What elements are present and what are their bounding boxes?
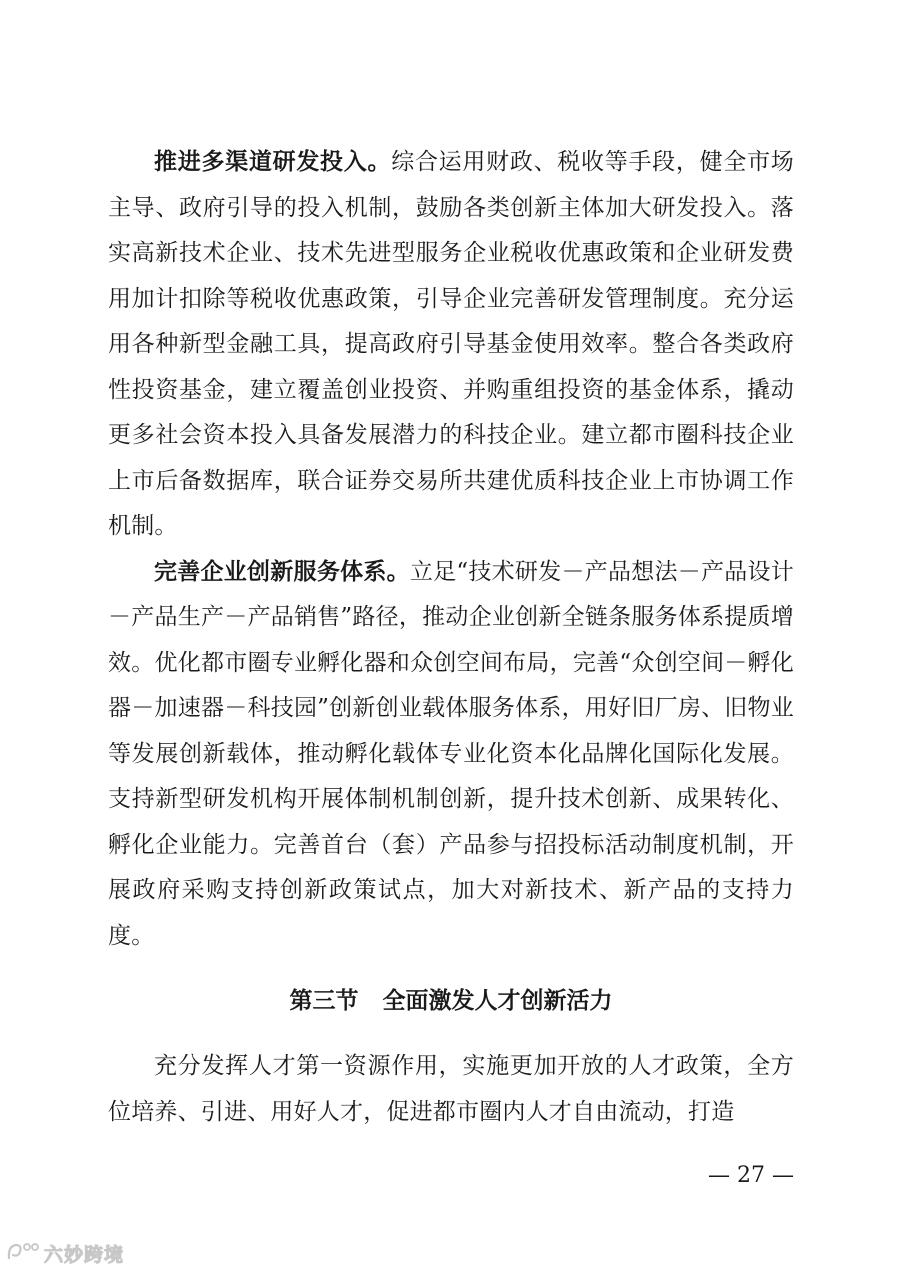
paragraph-talent: 充分发挥人才第一资源作用，实施更加开放的人才政策，全方位培养、引进、用好人才，促进都市圈内人才自由流动，打造 bbox=[108, 1053, 794, 1125]
paragraph-rd-investment bbox=[108, 140, 794, 550]
section-title: 全面激发人才创新活力 bbox=[382, 988, 613, 1014]
paragraph-lead: 完善企业创新服务体系。 bbox=[154, 558, 410, 585]
section-number: 第三节 bbox=[289, 988, 359, 1014]
paragraph-lead: 推进多渠道研发投入。 bbox=[154, 149, 392, 175]
section-heading bbox=[108, 979, 794, 1024]
page-number: — 27 — bbox=[708, 1163, 794, 1188]
paragraph-body: 立足“技术研发－产品想法－产品设计－产品生产－产品销售”路径，推动企业创新全链条服务体系提质增效。优化都市圈专业孵化器和众创空间布局，完善“众创空间－孵化器－加速器－科技园”创新创业载体服务体系，用好旧厂房、旧物业等发展创新载体，推动孵化载体专业化资本化品牌化国际化发展。支持新型研发机构开展体制机制创新，提升技术创新、成果转化、孵化企业能力。完善首台（套）产品参与招投标活动制度机制，开展政府采购支持创新政策试点，加大对新技术、新产品的支持力度。 bbox=[108, 558, 794, 949]
watermark bbox=[6, 1240, 124, 1267]
watermark-text: 六妙跨境 bbox=[44, 1244, 125, 1266]
document-page bbox=[108, 140, 794, 1135]
watermark-logo-icon bbox=[6, 1241, 40, 1267]
paragraph-body: 综合运用财政、税收等手段，健全市场主导、政府引导的投入机制，鼓励各类创新主体加大研发投入。落实高新技术企业、技术先进型服务企业税收优惠政策和企业研发费用加计扣除等税收优惠政策，引导企业完善研发管理制度。充分运用各种新型金融工具，提高政府引导基金使用效率。整合各类政府性投资基金，建立覆盖创业投资、并购重组投资的基金体系，撬动更多社会资本投入具备发展潜力的科技企业。建立都市圈科技企业上市后备数据库，联合证券交易所共建优质科技企业上市协调工作机制。 bbox=[108, 149, 794, 539]
paragraph-innovation-services bbox=[108, 550, 794, 960]
